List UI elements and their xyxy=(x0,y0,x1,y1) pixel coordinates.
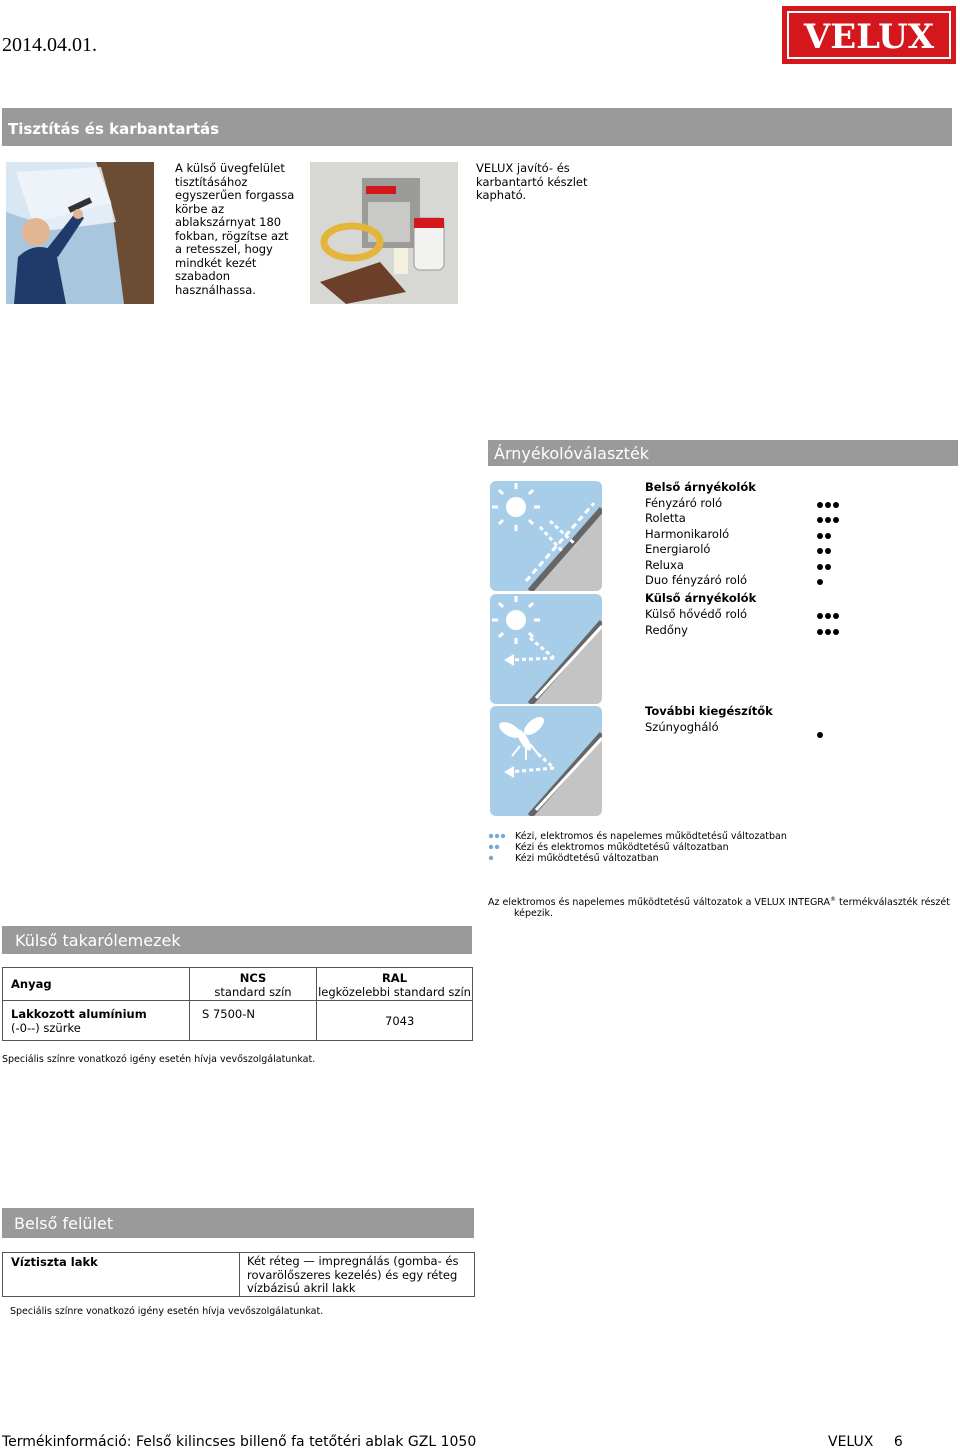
availability-dots xyxy=(817,501,843,511)
availability-dot xyxy=(825,564,831,570)
shading-category-heading xyxy=(645,480,756,496)
section-header-interior xyxy=(2,1208,474,1238)
availability-dot xyxy=(833,502,839,508)
table-header-ral-sub: legközelebbi standard szín xyxy=(318,985,471,999)
section-header-cladding xyxy=(2,926,472,954)
shading-item-label: Duo fényzáró roló xyxy=(645,573,748,587)
registered-mark: ® xyxy=(830,896,837,903)
shading-product-item xyxy=(645,607,747,623)
section-title: Tisztítás és karbantartás xyxy=(8,120,220,138)
table-cell-material: Lakkozott alumínium xyxy=(11,1007,147,1021)
interior-note: Speciális színre vonatkozó igény esetén hívja vevőszolgálatunkat. xyxy=(10,1306,324,1317)
availability-dot xyxy=(833,517,839,523)
availability-dot xyxy=(817,613,823,619)
availability-dot xyxy=(825,548,831,554)
availability-dot xyxy=(817,564,823,570)
table-cell-ncs: S 7500-N xyxy=(202,1007,255,1021)
interior-description: Két réteg — impregnálás (gomba- és rovarölőszeres kezelés) és egy réteg vízbázisú akril lakk xyxy=(247,1254,459,1295)
integra-note xyxy=(488,896,958,919)
availability-dot xyxy=(833,629,839,635)
document-date: 2014.04.01. xyxy=(2,34,97,56)
legend-three-dots-text: Kézi, elektromos és napelemes működtetésű változatban xyxy=(515,831,787,842)
cladding-note: Speciális színre vonatkozó igény esetén hívja vevőszolgálatunkat. xyxy=(2,1054,316,1065)
section-title: Belső felület xyxy=(14,1214,114,1233)
footer-brand: VELUX xyxy=(828,1434,874,1450)
table-header-ncs-sub: standard szín xyxy=(214,985,292,999)
availability-dot xyxy=(825,502,831,508)
availability-dot xyxy=(825,629,831,635)
availability-dot xyxy=(817,629,823,635)
availability-dots xyxy=(817,612,843,622)
availability-dot xyxy=(817,517,823,523)
shading-product-item xyxy=(645,511,686,527)
shading-item-label: Reluxa xyxy=(645,558,684,572)
footer-page xyxy=(828,1434,903,1450)
footer-product-info: Termékinformáció: Felső kilincses billenő fa tetőtéri ablak GZL 1050 xyxy=(2,1434,477,1450)
interior-finish-table xyxy=(2,1252,475,1297)
cladding-color-table xyxy=(2,967,473,1041)
extras-heading: További kiegészítők xyxy=(645,704,773,718)
velux-logo xyxy=(782,6,956,64)
shading-product-item xyxy=(645,558,684,574)
section-header-cleaning xyxy=(2,108,952,146)
table-cell-ral: 7043 xyxy=(385,1014,415,1028)
availability-dot xyxy=(825,517,831,523)
extras-availability-dots xyxy=(817,724,827,743)
shading-item-label: Roletta xyxy=(645,511,686,525)
maintenance-kit-text: VELUX javító- és karbantartó készlet kapható. xyxy=(476,161,588,202)
availability-dots xyxy=(817,532,843,542)
availability-dot xyxy=(817,548,823,554)
insect-screen-pictogram xyxy=(490,706,602,816)
shading-item-label: Redőny xyxy=(645,623,688,637)
availability-dot xyxy=(825,533,831,539)
shading-item-label: Külső hővédő roló xyxy=(645,607,748,621)
legend-two-dots-text: Kézi és elektromos működtetésű változatban xyxy=(515,842,729,853)
section-header-shading xyxy=(488,440,958,466)
shading-item-label: Harmonikaroló xyxy=(645,527,730,541)
interior-shading-pictogram xyxy=(490,481,602,591)
availability-dots xyxy=(817,516,843,526)
availability-dot xyxy=(817,533,823,539)
availability-dots xyxy=(817,547,843,557)
shading-item-label: Energiaroló xyxy=(645,542,711,556)
availability-dots xyxy=(817,578,843,588)
page-number: 6 xyxy=(893,1434,903,1450)
shading-item-label: Belső árnyékolók xyxy=(645,480,756,494)
section-title: Külső takarólemezek xyxy=(15,931,181,950)
integra-note-line2: képezik. xyxy=(514,908,554,920)
shading-category-heading xyxy=(645,591,756,607)
shading-item-label: Külső árnyékolók xyxy=(645,591,757,605)
availability-dot xyxy=(817,579,823,585)
section-title: Árnyékolóválaszték xyxy=(494,444,650,463)
table-header-ral: RAL xyxy=(381,971,408,985)
svg-text:VELUX: VELUX xyxy=(803,17,935,57)
exterior-shading-pictogram xyxy=(490,594,602,704)
extras-item: Szúnyogháló xyxy=(645,720,719,734)
interior-material: Víztiszta lakk xyxy=(11,1255,98,1269)
availability-dot xyxy=(833,613,839,619)
shading-product-item xyxy=(645,527,729,543)
availability-legend xyxy=(488,831,928,864)
shading-item-label: Fényzáró roló xyxy=(645,496,723,510)
availability-dots xyxy=(817,628,843,638)
table-header-ncs: NCS xyxy=(239,971,267,985)
maintenance-kit-photo xyxy=(310,162,458,304)
cleaning-instruction-text: A külső üvegfelület tisztításához egyszerűen forgassa körbe az ablakszárnyat 180 fokban, rögzítse azt a retesszel, hogy mindkét kezét szabadon használhassa. xyxy=(175,161,295,297)
availability-dots xyxy=(817,563,843,573)
shading-product-item xyxy=(645,573,747,589)
window-cleaning-photo xyxy=(6,162,154,304)
integra-note-tail: termékválaszték részét xyxy=(836,897,950,909)
shading-product-item xyxy=(645,542,710,558)
legend-one-dot-text: Kézi működtetésű változatban xyxy=(515,853,659,864)
shading-product-item xyxy=(645,496,722,512)
table-cell-material-sub: (-0--) szürke xyxy=(11,1021,81,1035)
integra-note-text: Az elektromos és napelemes működtetésű változatok a VELUX INTEGRA xyxy=(488,897,831,909)
shading-product-item xyxy=(645,623,688,639)
availability-dot xyxy=(825,613,831,619)
table-header-material: Anyag xyxy=(11,977,52,991)
availability-dot xyxy=(817,502,823,508)
